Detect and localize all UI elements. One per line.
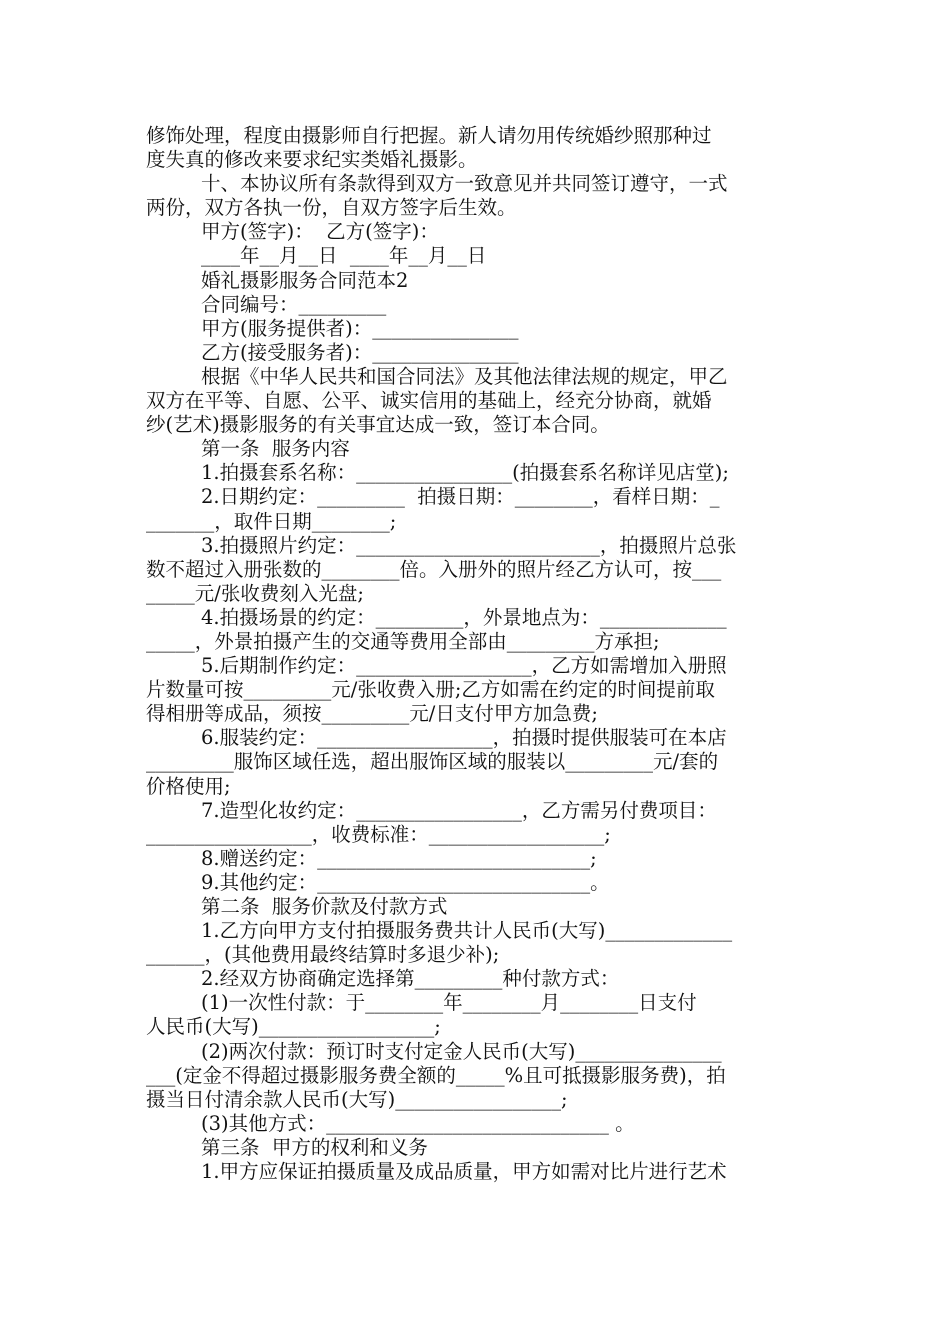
text-line: (1)一次性付款：于________年________月________日支付 xyxy=(201,991,697,1015)
text-line: 2.经双方协商确定选择第_________种付款方式： xyxy=(201,967,620,991)
text-line: 甲方(服务提供者)：_______________ xyxy=(201,316,519,340)
text-line: 根据《中华人民共和国合同法》及其他法律法规的规定，甲乙 xyxy=(201,364,728,388)
text-line: 1.拍摄套系名称：________________(拍摄套系名称详见店堂); xyxy=(201,461,729,485)
text-line: 甲方(签字)： 乙方(签字)： xyxy=(201,220,439,244)
text-line: ____年__月__日 ____年__月__日 xyxy=(201,244,487,268)
text-line: 9.其他约定：____________________________。 xyxy=(201,870,610,894)
text-line: 度失真的修改来要求纪实类婚礼摄影。 xyxy=(146,148,478,172)
text-line: 乙方(接受服务者)：_______________ xyxy=(201,340,519,364)
text-line: 婚礼摄影服务合同范本2 xyxy=(201,268,409,292)
text-line: 第一条 服务内容 xyxy=(201,437,350,461)
document-body xyxy=(146,124,808,1184)
text-line: 两份，双方各执一份，自双方签字后生效。 xyxy=(146,196,517,220)
text-line: 1.乙方向甲方支付拍摄服务费共计人民币(大写)_____________ xyxy=(201,919,733,943)
text-line: _________________，收费标准：__________________; xyxy=(146,822,611,846)
text-line: 价格使用; xyxy=(146,774,231,798)
text-line: 数不超过入册张数的________倍。入册外的照片经乙方认可，按___ xyxy=(146,557,722,581)
text-line: _______，取件日期________; xyxy=(146,509,397,533)
text-line: 第三条 甲方的权利和义务 xyxy=(201,1135,428,1159)
text-line: 修饰处理，程度由摄影师自行把握。新人请勿用传统婚纱照那种过 xyxy=(146,124,712,147)
text-line: 摄当日付清余款人民币(大写)_________________; xyxy=(146,1087,568,1111)
text-line: 5.后期制作约定：__________________，乙方如需增加入册照 xyxy=(201,654,727,678)
text-line: ______，(其他费用最终结算时多退少补); xyxy=(146,943,500,967)
text-line: 双方在平等、自愿、公平、诚实信用的基础上，经充分协商，就婚 xyxy=(146,389,712,413)
text-line: _________服饰区域任选，超出服饰区域的服装以_________元/套的 xyxy=(146,750,719,774)
text-line: _____，外景拍摄产生的交通等费用全部由_________方承担; xyxy=(146,629,660,653)
text-line: 7.造型化妆约定：_________________，乙方需另付费项目： xyxy=(201,798,717,822)
text-line: 4.拍摄场景的约定：_________，外景地点为：_____________ xyxy=(201,605,727,629)
text-line: (2)两次付款：预订时支付定金人民币(大写)_______________ xyxy=(201,1039,722,1063)
text-line: 1.甲方应保证拍摄质量及成品质量，甲方如需对比片进行艺术 xyxy=(201,1160,727,1184)
text-line: 6.服装约定：__________________，拍摄时提供服装可在本店 xyxy=(201,726,727,750)
text-line: 纱(艺术)摄影服务的有关事宜达成一致，签订本合同。 xyxy=(146,413,610,437)
text-line: ___(定金不得超过摄影服务费全额的_____%且可抵摄影服务费)，拍 xyxy=(146,1063,726,1087)
text-line: 3.拍摄照片约定：_________________________，拍摄照片总张 xyxy=(201,533,737,557)
text-line: 人民币(大写)__________________; xyxy=(146,1015,441,1039)
text-line: 十、本协议所有条款得到双方一致意见并共同签订遵守，一式 xyxy=(201,172,728,196)
text-line: 得相册等成品，须按_________元/日支付甲方加急费; xyxy=(146,702,598,726)
text-line: (3)其他方式：_____________________________ 。 xyxy=(201,1111,635,1135)
text-line: 2.日期约定：_________ 拍摄日期：________，看样日期：_ xyxy=(201,485,720,509)
text-line: 合同编号：_________ xyxy=(201,292,387,316)
text-line: 第二条 服务价款及付款方式 xyxy=(201,895,448,918)
text-line: 片数量可按_________元/张收费入册;乙方如需在约定的时间提前取 xyxy=(146,678,715,702)
text-line: _____元/张收费刻入光盘; xyxy=(146,581,364,605)
text-line: 8.赠送约定：____________________________; xyxy=(201,846,597,870)
